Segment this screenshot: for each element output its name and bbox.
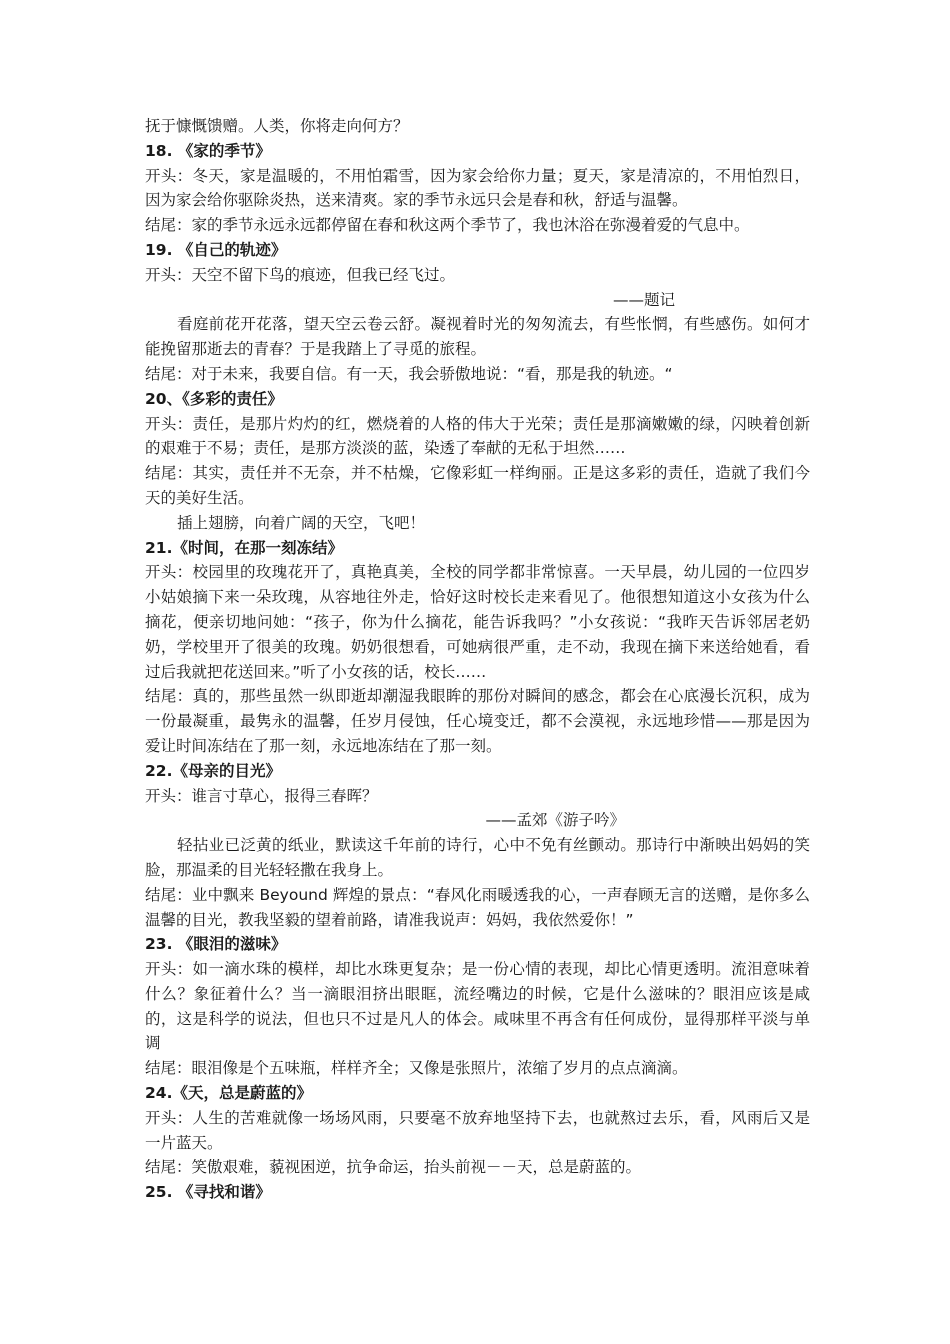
paragraph: 结尾：对于未来，我要自信。有一天，我会骄傲地说：“看，那是我的轨迹。“ [145, 364, 673, 383]
section-heading: 23. 《眼泪的滋味》 [145, 935, 287, 954]
paragraph: 开头：责任，是那片灼灼的红，燃烧着的人格的伟大于光荣；责任是那滴嫩嫩的绿，闪映着创新的艰难于不易；责任，是那方淡淡的蓝，染透了奉献的无私于坦然…… [145, 414, 810, 458]
paragraph: 轻拈业已泛黄的纸业，默读这千年前的诗行，心中不免有丝颤动。那诗行中渐映出妈妈的笑脸，那温柔的目光轻轻撒在我身上。 [145, 836, 810, 879]
paragraph: 看庭前花开花落，望天空云卷云舒。凝视着时光的匆匆流去，有些怅惘，有些感伤。如何才能挽留那逝去的青春？于是我踏上了寻觅的旅程。 [145, 315, 810, 359]
paragraph: 插上翅膀，向着广阔的天空，飞吧！ [177, 513, 426, 532]
section-heading: 22.《母亲的目光》 [145, 761, 281, 780]
document-page [145, 114, 810, 1205]
paragraph: 抚于慷慨馈赠。人类，你将走向何方？ [145, 117, 409, 135]
paragraph: 开头：天空不留下鸟的痕迹，但我已经飞过。 [145, 265, 456, 284]
section-heading: 24.《天，总是蔚蓝的》 [145, 1084, 312, 1103]
paragraph: 开头：冬天，家是温暖的，不用怕霜雪，因为家会给你力量；夏天，家是清凉的，不用怕烈日，因为家会给你驱除炎热，送来清爽。家的季节永远只会是春和秋，舒适与温馨。 [145, 166, 810, 210]
epigraph-source: ——题记 [612, 290, 675, 309]
epigraph-source: ——孟郊《游子吟》 [485, 811, 625, 830]
paragraph: 结尾：业中飘来 Beyound 辉煌的景点：“春风化雨暖透我的心，一声春顾无言的送赠，是你多么温馨的目光，教我坚毅的望着前路，请准我说声：妈妈，我依然爱你！” [145, 885, 810, 929]
paragraph: 开头：校园里的玫瑰花开了，真艳真美，全校的同学都非常惊喜。一天早晨，幼儿园的一位四岁小姑娘摘下来一朵玫瑰，从容地往外走，恰好这时校长走来看见了。他很想知道这小女孩为什么摘花，便亲切地问她：“孩子，你为什么摘花，能告诉我吗？”小女孩说：“我昨天告诉邻居老奶奶，学校里开了很美的玫瑰。奶奶很想看，可她病很严重，走不动，我现在摘下来送给她看，看过后我就把花送回来。”听了小女孩的话，校长…… [145, 563, 810, 681]
section-heading: 21.《时间，在那一刻冻结》 [145, 538, 343, 557]
paragraph: 开头：谁言寸草心，报得三春晖？ [145, 786, 378, 805]
paragraph: 开头：如一滴水珠的模样，却比水珠更复杂；是一份心情的表现，却比心情更透明。流泪意味着什么？象征着什么？当一滴眼泪挤出眼眶，流经嘴边的时候，它是什么滋味的？眼泪应该是咸的，这是科学的说法，但也只不过是凡人的体会。咸味里不再含有任何成份，显得那样平淡与单调 [145, 960, 810, 1053]
paragraph: 结尾：笑傲艰难，藐视困逆，抗争命运，抬头前视－－天，总是蔚蓝的。 [145, 1158, 642, 1177]
section-heading: 18. 《家的季节》 [145, 141, 271, 160]
section-heading: 20、《多彩的责任》 [145, 389, 283, 408]
paragraph: 结尾：真的，那些虽然一纵即逝却潮湿我眼眸的那份对瞬间的感念，都会在心底漫长沉积，成为一份最凝重，最隽永的温馨，任岁月侵蚀，任心境变迁，都不会漠视，永远地珍惜——那是因为爱让时间冻结在了那一刻，永远地冻结在了那一刻。 [145, 687, 810, 755]
paragraph: 结尾：其实，责任并不无奈，并不枯燥，它像彩虹一样绚丽。正是这多彩的责任，造就了我们今天的美好生活。 [145, 464, 810, 507]
paragraph: 开头：人生的苦难就像一场场风雨，只要毫不放弃地坚持下去，也就熬过去乐，看，风雨后又是一片蓝天。 [145, 1108, 810, 1152]
section-heading: 19. 《自己的轨迹》 [145, 240, 287, 259]
paragraph: 结尾：眼泪像是个五味瓶，样样齐全；又像是张照片，浓缩了岁月的点点滴滴。 [145, 1059, 688, 1078]
section-heading: 25. 《寻找和谐》 [145, 1183, 271, 1202]
paragraph: 结尾：家的季节永远永远都停留在春和秋这两个季节了，我也沐浴在弥漫着爱的气息中。 [145, 216, 750, 235]
